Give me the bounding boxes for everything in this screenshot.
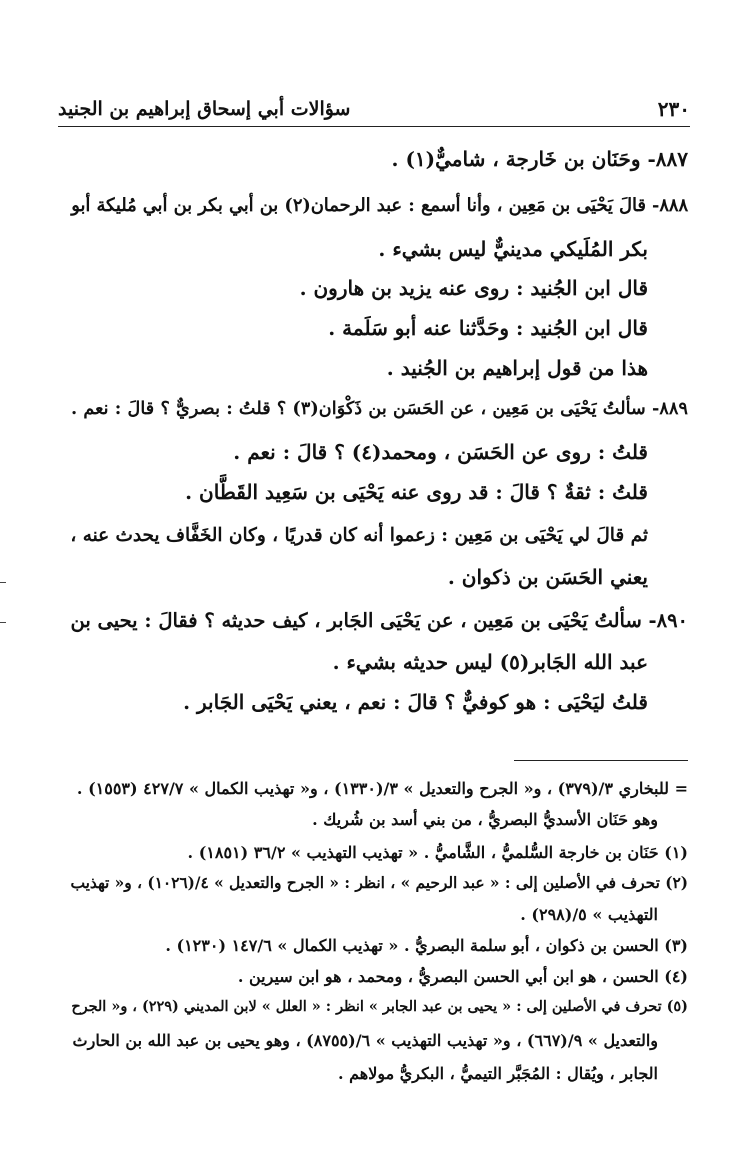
entry-888-line-2: بكر المُلَيكي مدينيٌّ ليس بشيء . <box>378 237 648 261</box>
entry-888-line-3: قال ابن الجُنيد : روى عنه يزيد بن هارون . <box>299 276 648 300</box>
footnote-divider <box>514 760 688 761</box>
footnote-continuation: = للبخاري ٣/(٣٧٩) ، و« الجرح والتعديل » ٣/(١٣٣٠) ، و« تهذيب الكمال » ٤٢٧/٧ (١٥٥٣) . <box>76 779 688 798</box>
entry-889-line-3: قلتُ : ثقةٌ ؟ قالَ : قد روى عنه يَحْيَى بن سَعِيد القَطَّان . <box>185 480 648 504</box>
entry-888-line-1: ٨٨٨- قالَ يَحْيَى بن مَعِين ، وأنا أسمع : عبد الرحمان(٢) بن أبي بكر بن أبي مُليكة أبو <box>71 195 688 216</box>
footnote-2-line-1: (٢) تحرف في الأصلين إلى : « عبد الرحيم » ، انظر : « الجرح والتعديل » ٤/(١٠٢٦) ، و« تهذيب <box>70 874 688 892</box>
entry-890-line-1: ٨٩٠- سألتُ يَحْيَى بن مَعِين ، عن يَحْيَى الجَابر ، كيف حديثه ؟ فقالَ : يحيى بن <box>70 609 688 632</box>
entry-889-line-2: قلتُ : روى عن الحَسَن ، ومحمد(٤) ؟ قالَ : نعم . <box>233 440 648 464</box>
entry-890-line-3: قلتُ ليَحْيَى : هو كوفيٌّ ؟ قالَ : نعم ، يعني يَحْيَى الجَابر . <box>183 690 648 714</box>
footnote-5-line-2: والتعديل » ٩/(٦٦٧) ، و« تهذيب التهذيب » ٦/(٨٧٥٥) ، وهو يحيى بن عبد الله بن الحارث <box>72 1031 658 1050</box>
entry-889-line-1: ٨٨٩- سألتُ يَحْيَى بن مَعِين ، عن الحَسَن بن ذَكْوَان(٣) ؟ قلتُ : بصريٌّ ؟ قالَ : نعم . <box>70 398 688 419</box>
footnote-continuation-2: وهو حَنَان الأسديُّ البصريُّ ، من بني أسد بن شُريك . <box>312 810 658 829</box>
footnote-4: (٤) الحسن ، هو ابن أبي الحسن البصريُّ ، ومحمد ، هو ابن سيرين . <box>237 967 688 986</box>
footnote-5-line-3: الجابر ، ويُقال : المُجَبَّر التيميُّ ، البكريُّ مولاهم . <box>337 1064 658 1083</box>
running-title: سؤالات أبي إسحاق إبراهيم بن الجنيد <box>58 98 351 120</box>
scan-edge-mark <box>0 622 6 623</box>
entry-889-line-5: يعني الحَسَن بن ذكوان . <box>447 565 648 589</box>
scan-edge-mark <box>0 582 6 583</box>
entry-889-line-4: ثم قالَ لي يَحْيَى بن مَعِين : زعموا أنه كان قدريًا ، وكان الخَفَّاف يحدث عنه ، <box>70 525 648 546</box>
running-header <box>58 92 690 127</box>
footnote-3: (٣) الحسن بن ذكوان ، أبو سلمة البصريُّ . « تهذيب الكمال » ١٤٧/٦ (١٢٣٠) . <box>165 936 688 955</box>
entry-890-line-2: عبد الله الجَابر(٥) ليس حديثه بشيء . <box>332 650 648 674</box>
footnote-1: (١) حَنَان بن خارجة السُّلميُّ ، الشَّاميُّ . « تهذيب التهذيب » ٣٦/٢ (١٨٥١) . <box>187 843 688 862</box>
entry-888-line-5: هذا من قول إبراهيم بن الجُنيد . <box>386 356 648 380</box>
footnote-2-line-2: التهذيب » ٥/(٢٩٨) . <box>520 905 658 924</box>
entry-887: ٨٨٧- وحَنَان بن خَارجة ، شاميٌّ(١) . <box>391 147 688 171</box>
footnote-5-line-1: (٥) تحرف في الأصلين إلى : « يحيى بن عبد الجابر » انظر : « العلل » لابن المديني (٢٢٩) ، و« الجرح <box>71 998 688 1015</box>
page-number: ٢٣٠ <box>657 97 690 121</box>
entry-888-line-4: قال ابن الجُنيد : وحَدَّثنا عنه أبو سَلَمة . <box>328 316 648 340</box>
